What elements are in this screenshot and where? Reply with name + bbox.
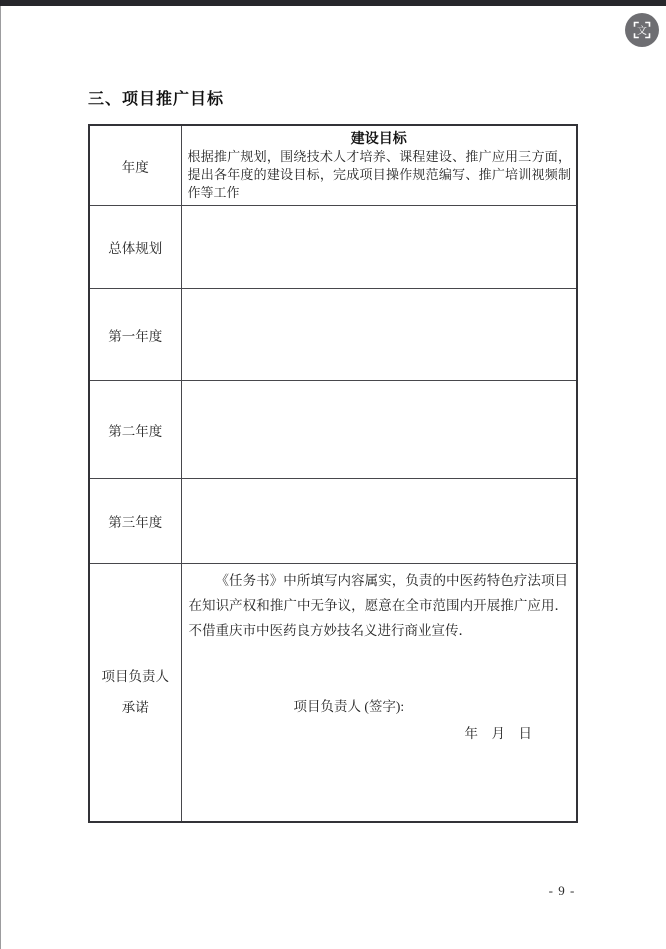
- commitment-row: [89, 564, 577, 822]
- row-content-year-3: [181, 479, 577, 564]
- row-label-year-3: 第三年度: [89, 479, 181, 564]
- table-row: [89, 289, 577, 381]
- viewer-top-bar: [0, 0, 666, 6]
- section-title: 三、项目推广目标: [88, 91, 225, 108]
- table-row: [89, 206, 577, 289]
- commitment-label-cell: [89, 564, 181, 822]
- row-content-year-2: [181, 381, 577, 479]
- commitment-label-line1: 项目负责人: [101, 668, 169, 684]
- page-left-edge: [0, 0, 1, 949]
- extract-text-button[interactable]: [625, 13, 659, 47]
- table-row: [89, 479, 577, 564]
- date-label: 年 月 日: [464, 726, 532, 741]
- row-label-year-1: 第一年度: [89, 289, 181, 381]
- row-content-overall-plan: [181, 206, 577, 289]
- promotion-goals-table: [88, 124, 578, 823]
- table-header-row: [89, 125, 577, 206]
- commitment-label-line2: 承诺: [121, 699, 149, 715]
- svg-text:文: 文: [637, 26, 647, 37]
- extract-text-icon: [632, 20, 652, 40]
- row-label-year-2: 第二年度: [89, 381, 181, 479]
- signature-label: 项目负责人 (签字):: [293, 699, 405, 714]
- goal-description: 根据推广规划，围绕技术人才培养、课程建设、推广应用三方面，提出各年度的建设目标，完成项目操作规范编写、推广培训视频制作等工作: [187, 149, 571, 200]
- commitment-statement: 《任务书》中所填写内容属实，负责的中医药特色疗法项目在知识产权和推广中无争议，愿意在全市范围内开展推广应用．不借重庆市中医药良方妙技名义进行商业宣传．: [188, 573, 568, 638]
- row-label-overall-plan: 总体规划: [89, 206, 181, 289]
- commitment-content-cell: [181, 564, 577, 822]
- table-row: [89, 381, 577, 479]
- header-goal-cell: [181, 125, 577, 206]
- page-number: - 9 -: [548, 883, 576, 898]
- goal-title: 建设目标: [350, 130, 407, 146]
- row-content-year-1: [181, 289, 577, 381]
- header-label-cell: 年度: [89, 125, 181, 206]
